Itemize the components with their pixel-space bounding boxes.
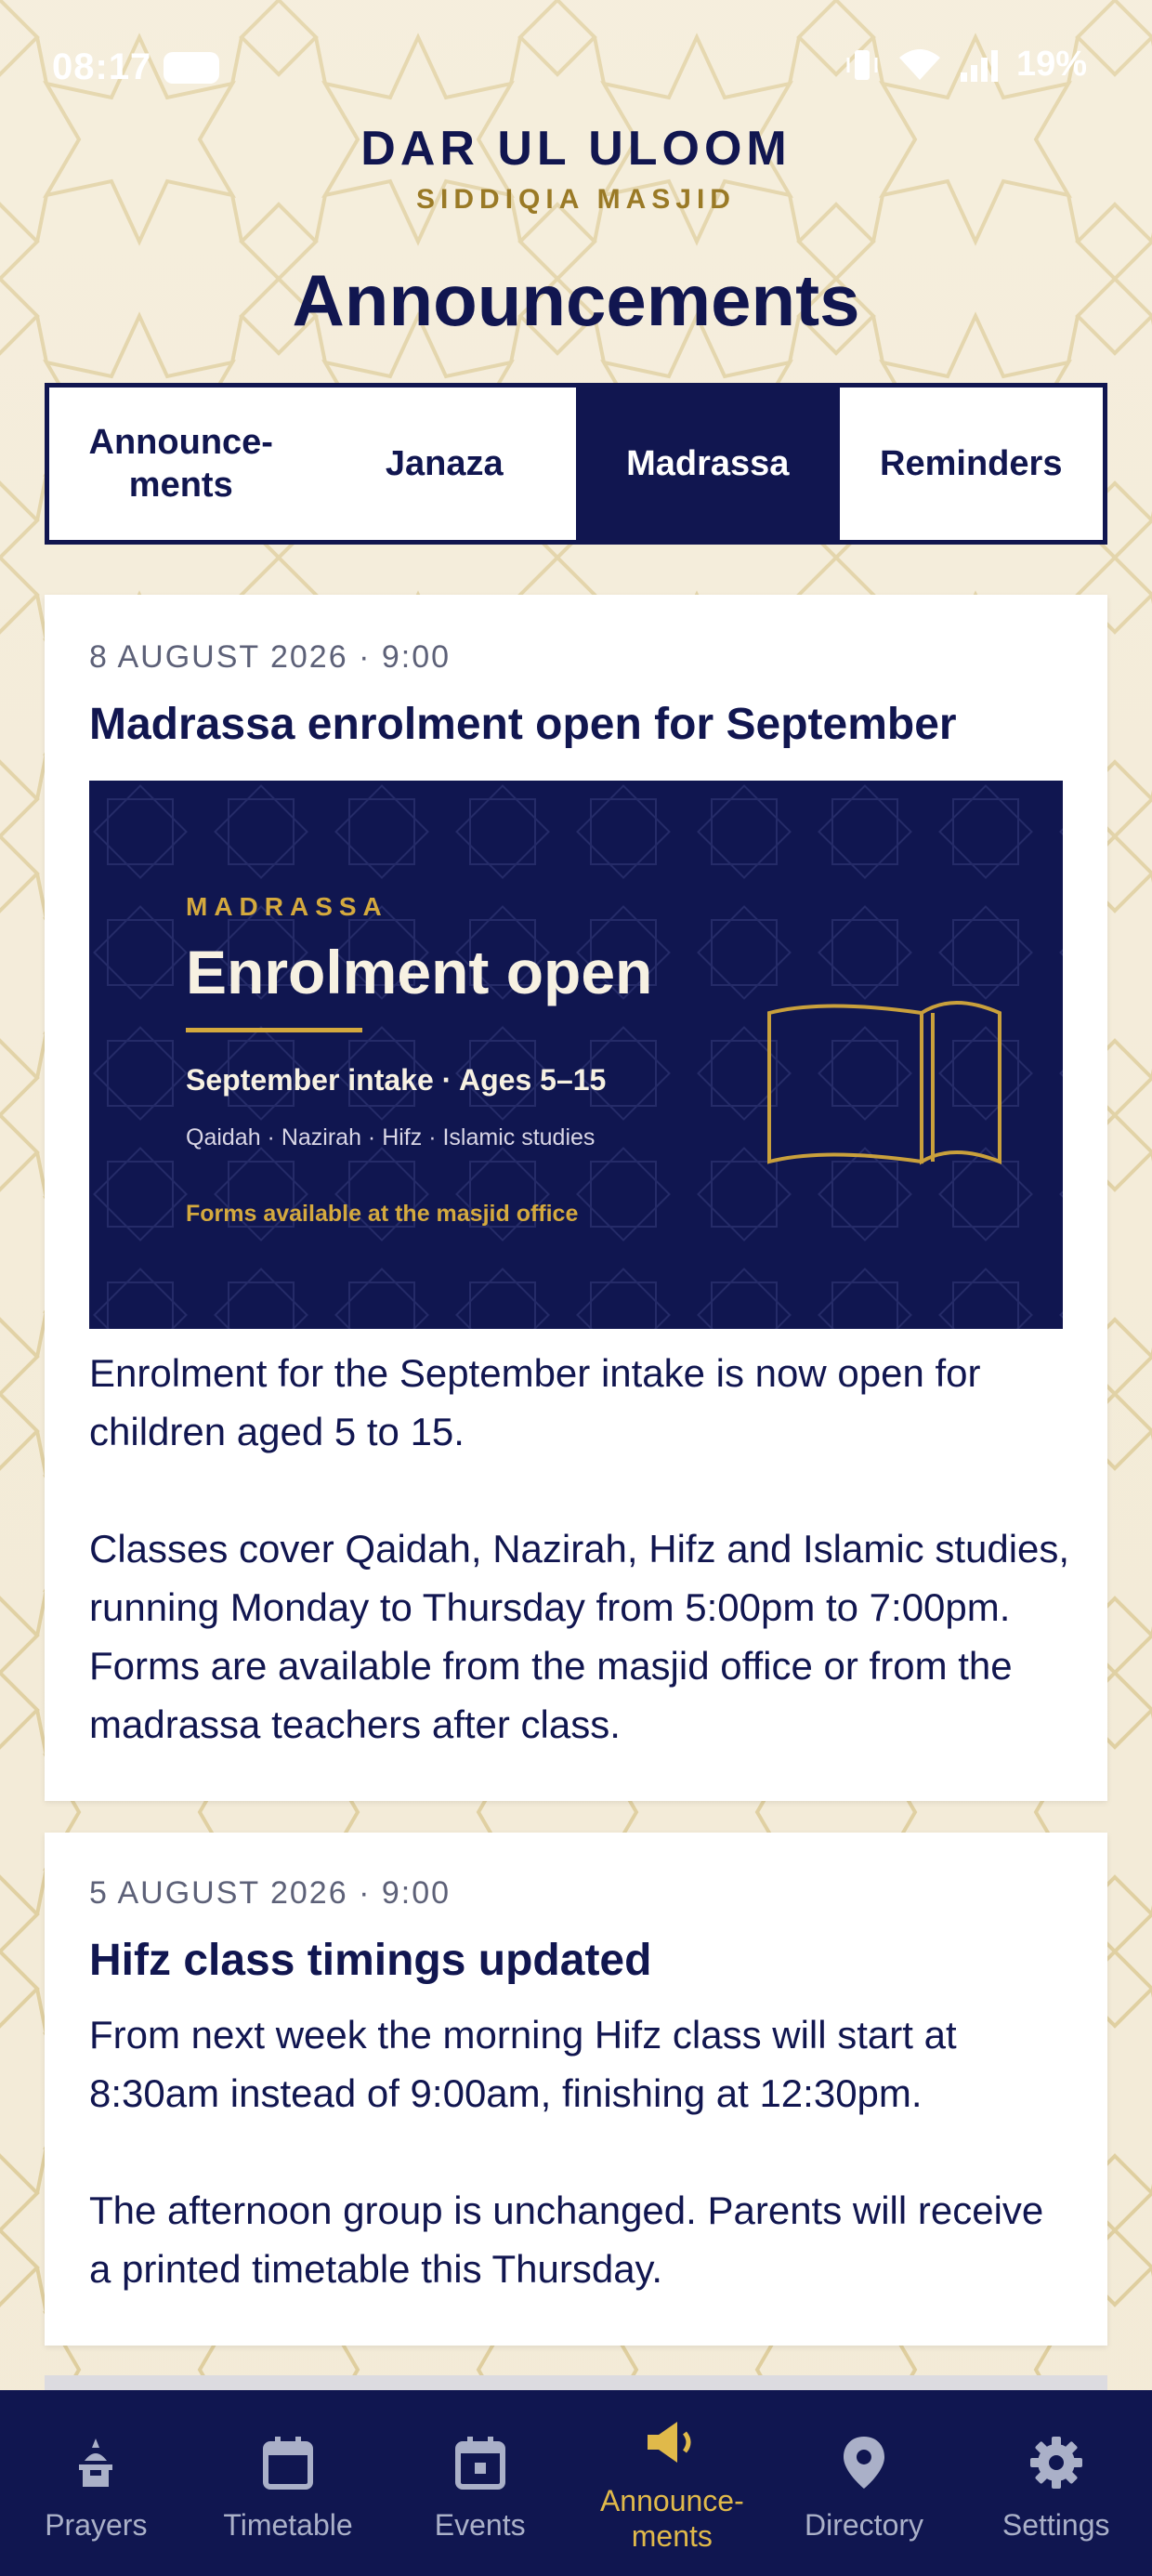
wifi-icon bbox=[897, 46, 942, 84]
brand-subtitle: SIDDIQIA MASJID bbox=[416, 184, 736, 215]
nav-prayers[interactable] bbox=[0, 2390, 192, 2576]
brand-title: DAR UL ULOOM bbox=[360, 122, 792, 176]
category-tabs bbox=[45, 383, 1107, 545]
post-banner-image bbox=[89, 781, 1063, 1329]
nav-events[interactable] bbox=[384, 2390, 576, 2576]
nav-directory[interactable] bbox=[768, 2390, 961, 2576]
nav-label: Settings bbox=[1001, 2508, 1110, 2542]
status-bar bbox=[0, 0, 1152, 139]
page-title: Announcements bbox=[292, 259, 860, 341]
signal-icon bbox=[959, 46, 1000, 84]
banner-intake: September intake · Ages 5–15 bbox=[186, 1063, 607, 1097]
status-time: 08:17 bbox=[52, 46, 152, 87]
calendar-icon bbox=[258, 2433, 318, 2492]
notification-badge-icon bbox=[164, 52, 219, 84]
nav-label: Events bbox=[434, 2508, 526, 2542]
post-title: Madrassa enrolment open for September bbox=[89, 700, 957, 749]
event-icon bbox=[451, 2433, 510, 2492]
megaphone-icon bbox=[642, 2412, 701, 2472]
post-paragraph: The afternoon group is unchanged. Parents will receive a printed timetable this Thursday. bbox=[89, 2188, 1044, 2291]
post-title: Hifz class timings updated bbox=[89, 1936, 652, 1985]
nav-label: Prayers bbox=[45, 2508, 148, 2542]
nav-timetable[interactable] bbox=[192, 2390, 385, 2576]
gear-icon bbox=[1027, 2433, 1086, 2492]
banner-forms-note: Forms available at the masjid office bbox=[186, 1201, 579, 1227]
nav-settings[interactable] bbox=[960, 2390, 1152, 2576]
banner-pattern bbox=[89, 781, 1063, 1329]
post-body bbox=[89, 1344, 1074, 1754]
status-indicators bbox=[844, 45, 1087, 85]
nav-label: Announce- ments bbox=[599, 2484, 744, 2553]
banner-title: Enrolment open bbox=[186, 938, 653, 1006]
banner-divider bbox=[186, 1028, 362, 1032]
post-date: 5 AUGUST 2026 · 9:00 bbox=[89, 1875, 452, 1911]
announcement-card[interactable] bbox=[45, 1833, 1107, 2346]
tab-reminders[interactable]: Reminders bbox=[880, 443, 1063, 483]
tab-madrassa[interactable]: Madrassa bbox=[576, 388, 840, 540]
post-date: 8 AUGUST 2026 · 9:00 bbox=[89, 639, 452, 675]
tab-announcements[interactable]: Announce- ments bbox=[88, 422, 273, 505]
nav-label: Directory bbox=[805, 2508, 924, 2542]
banner-subjects: Qaidah · Nazirah · Hifz · Islamic studies bbox=[186, 1124, 596, 1150]
location-pin-icon bbox=[834, 2433, 894, 2492]
post-paragraph: Enrolment for the September intake is now open for children aged 5 to 15. bbox=[89, 1351, 981, 1453]
vibrate-icon bbox=[844, 46, 881, 84]
tab-janaza[interactable]: Janaza bbox=[385, 443, 504, 483]
banner-kicker: MADRASSA bbox=[186, 892, 388, 921]
post-body bbox=[89, 2005, 1074, 2298]
mosque-icon bbox=[66, 2433, 125, 2492]
bottom-navigation bbox=[0, 2390, 1152, 2576]
post-paragraph: From next week the morning Hifz class will start at 8:30am instead of 9:00am, finishing at 12:30pm. bbox=[89, 2013, 957, 2115]
announcement-card[interactable] bbox=[45, 595, 1107, 1801]
nav-label: Timetable bbox=[223, 2508, 353, 2542]
masjid-header bbox=[0, 121, 1152, 216]
post-paragraph: Classes cover Qaidah, Nazirah, Hifz and Islamic studies, running Monday to Thursday from 5:00pm to 7:00pm. Forms are available from the masjid office or from the madrassa teachers after class. bbox=[89, 1527, 1070, 1746]
nav-announcements[interactable] bbox=[576, 2390, 768, 2576]
battery-level: 19% bbox=[1015, 45, 1087, 84]
